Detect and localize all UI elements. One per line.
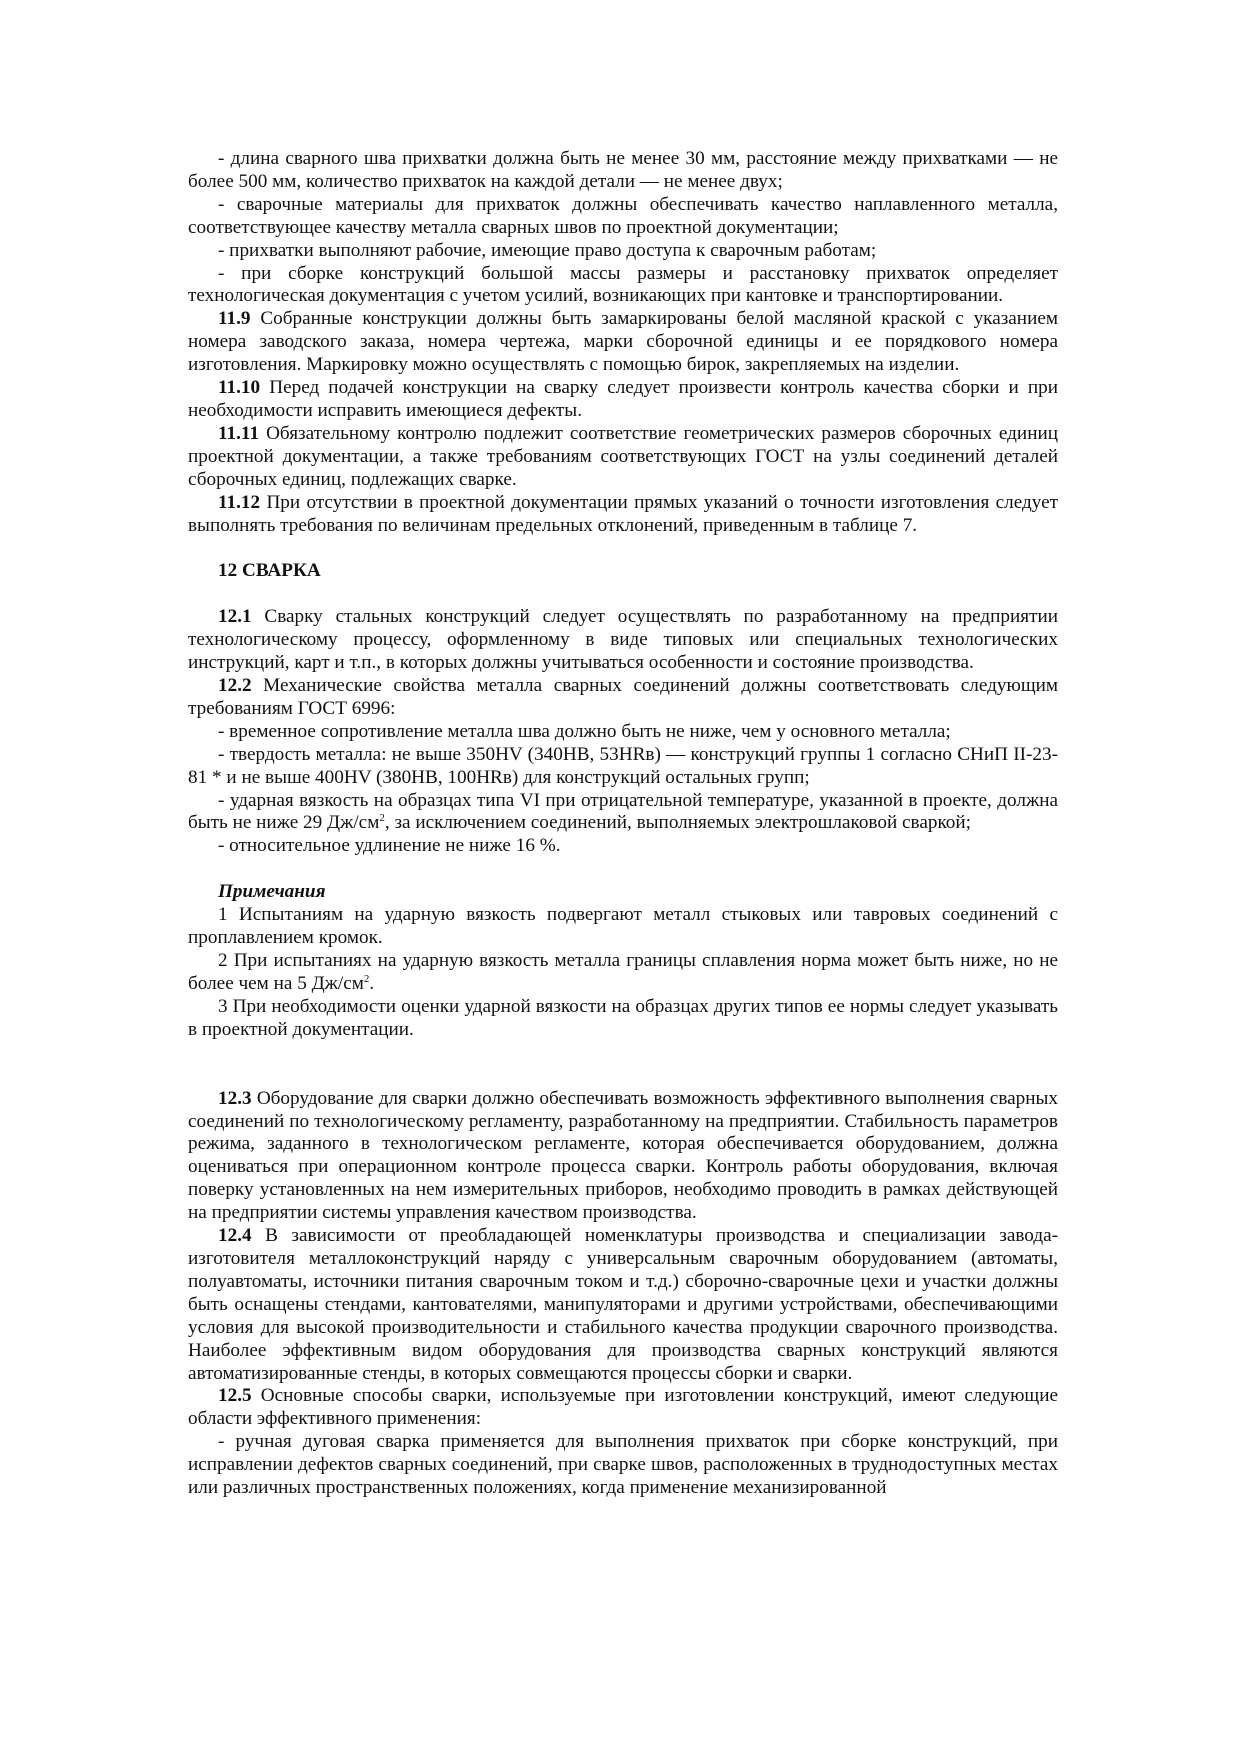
clause-text: Основные способы сварки, используемые при изготовлении конструкций, имеют следующие области эффективного применения: xyxy=(188,1385,1058,1430)
clause-number: 12.5 xyxy=(218,1385,252,1407)
clause-number: 12.2 xyxy=(218,675,252,697)
clause-text: Перед подачей конструкции на сварку следует произвести контроль качества сборки и при необходимости исправить имеющиеся дефекты. xyxy=(188,377,1058,421)
document-page xyxy=(188,148,1058,1500)
paragraph-12-2 xyxy=(188,675,1058,721)
requirement-elongation: - относительное удлинение не ниже 16 %. xyxy=(218,835,561,857)
requirement-impact xyxy=(188,790,1058,836)
spacer xyxy=(188,537,1058,560)
clause-number: 11.10 xyxy=(218,377,261,399)
notes-title: Примечания xyxy=(218,881,326,903)
requirement-impact-text-end: , за исключением соединений, выполняемых электрошлаковой сваркой; xyxy=(384,812,971,834)
method-manual-arc: - ручная дуговая сварка применяется для выполнения прихваток при сборке конструкций, при исправлении дефектов сварных соединений, при сварке швов, расположенных в труднодоступных местах или различных пространственных положениях, когда применение механизированной xyxy=(188,1431,1058,1499)
heavy-assembly-bullet: - при сборке конструкций большой массы размеры и расстановку прихваток определяет технологическая документация с учетом усилий, возникающих при кантовке и транспортировании. xyxy=(188,262,1058,307)
tack-length-bullet: - длина сварного шва прихватки должна быть не менее 30 мм, расстояние между прихватками — не более 500 мм, количество прихваток на каждой детали — не менее двух; xyxy=(188,148,1058,192)
paragraph-12-3 xyxy=(188,1088,1058,1225)
section-heading-welding: 12 СВАРКА xyxy=(218,560,321,582)
spacer xyxy=(188,583,1058,606)
clause-text: При отсутствии в проектной документации прямых указаний о точности изготовления следует выполнять требования по величинам предельных отклонений, приведенным в таблице 7. xyxy=(188,491,1058,536)
superscript: 2 xyxy=(379,812,385,825)
paragraph-12-4 xyxy=(188,1225,1058,1385)
clause-text: Сварку стальных конструкций следует осуществлять по разработанному на предприятии технологическому процессу, оформленному в виде типовых или специальных технологических инструкций, карт и т.п., в которых должны учитываться особенности и состояние производства. xyxy=(188,606,1058,674)
spacer xyxy=(188,1042,1058,1088)
clause-text: Обязательному контролю подлежит соответствие геометрических размеров сборочных единиц проектной документации, а также требованиям соответствующих ГОСТ на узлы соединений деталей сборочных единиц, подлежащих сварке. xyxy=(188,422,1058,490)
clause-text: Оборудование для сварки должно обеспечивать возможность эффективного выполнения сварных соединений по технологическому регламенту, разработанному на предприятии. Стабильность параметров режима, заданного в технологическом регламенте, которая обеспечивается оборудованием, должна оцениваться при операционном контроле процесса сварки. Контроль работы оборудования, включая поверку установленных на нем измерительных приборов, необходимо проводить в рамках действующей на предприятии системы управления качеством производства. xyxy=(188,1087,1058,1224)
clause-number: 11.9 xyxy=(218,308,251,330)
note-3: 3 При необходимости оценки ударной вязкости на образцах других типов ее нормы следует указывать в проектной документации. xyxy=(188,995,1058,1040)
clause-number: 12.3 xyxy=(218,1087,252,1109)
clause-number: 12.4 xyxy=(218,1225,252,1247)
clause-number: 12.1 xyxy=(218,606,252,628)
tack-materials-bullet: - сварочные материалы для прихваток должны обеспечивать качество наплавленного металла, соответствующее качеству металла сварных швов по проектной документации; xyxy=(188,193,1058,238)
requirement-impact-text: - ударная вязкость на образцах типа VI при отрицательной температуре, указанной в проекте, должна быть не ниже 29 Дж/см xyxy=(188,789,1058,834)
clause-text: Собранные конструкции должны быть замаркированы белой масляной краской с указанием номера заводского заказа, номера чертежа, марки сборочной единицы и ее порядкового номера изготовления. Маркировку можно осуществлять с помощью бирок, закрепляемых на изделии. xyxy=(188,308,1058,376)
clause-number: 11.12 xyxy=(218,491,261,513)
tack-workers-bullet: - прихватки выполняют рабочие, имеющие право доступа к сварочным работам; xyxy=(218,239,877,261)
note-1: 1 Испытаниям на ударную вязкость подвергают металл стыковых или тавровых соединений с проплавлением кромок. xyxy=(188,904,1058,949)
note-2 xyxy=(188,950,1058,996)
clause-text: Механические свойства металла сварных соединений должны соответствовать следующим требованиям ГОСТ 6996: xyxy=(188,675,1058,719)
paragraph-11-10 xyxy=(188,377,1058,423)
paragraph-11-9 xyxy=(188,308,1058,377)
note-2-text: 2 При испытаниях на ударную вязкость металла границы сплавления норма может быть ниже, но не более чем на 5 Дж/см xyxy=(188,950,1058,994)
clause-text: В зависимости от преобладающей номенклатуры производства и специализации завода-изготовителя металлоконструкций наряду с универсальным сварочным оборудованием (автоматы, полуавтоматы, источники питания сварочным током и т.д.) сборочно-сварочные цехи и участки должны быть оснащены стендами, кантователями, манипуляторами и другими устройствами, обеспечивающими условия для высокой производительности и стабильного качества продукции сварочного производства. Наиболее эффективным видом оборудования для производства сварных конструкций являются автоматизированные стенды, в которых совмещаются процессы сборки и сварки. xyxy=(188,1225,1058,1384)
paragraph-11-12 xyxy=(188,492,1058,538)
paragraph-12-5 xyxy=(188,1385,1058,1431)
clause-number: 11.11 xyxy=(218,422,260,444)
superscript: 2 xyxy=(363,972,370,985)
requirement-hardness: - твердость металла: не выше 350HV (340HB, 53HRв) — конструкций группы 1 согласно СНиП II-23-81 * и не выше 400HV (380HB, 100HRв) для конструкций остальных групп; xyxy=(188,743,1058,788)
paragraph-11-11 xyxy=(188,423,1058,492)
requirement-tensile: - временное сопротивление металла шва должно быть не ниже, чем у основного металла; xyxy=(218,720,951,742)
note-2-text-end: . xyxy=(369,972,375,994)
spacer xyxy=(188,858,1058,881)
paragraph-12-1 xyxy=(188,606,1058,675)
